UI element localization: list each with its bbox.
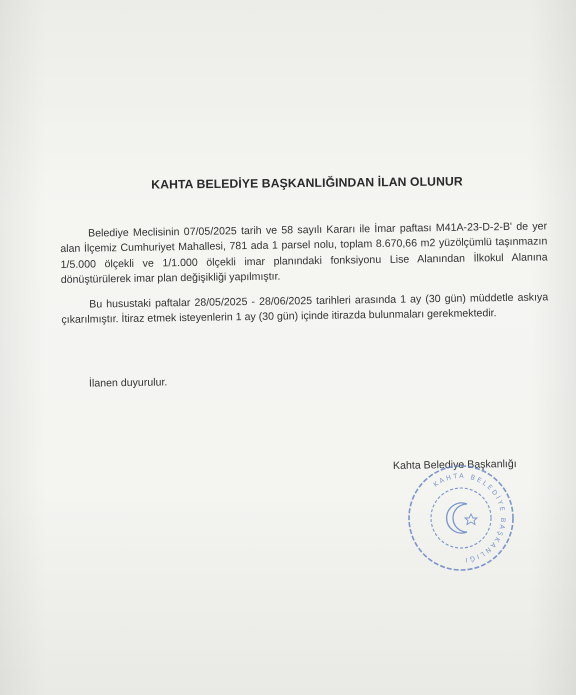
announcement-line: İlanen duyurulur. <box>88 376 168 390</box>
star-icon <box>465 514 477 525</box>
signature-line: Kahta Belediye Başkanlığı <box>392 458 517 472</box>
document-body <box>60 219 549 328</box>
paragraph-objection-period: Bu husustaki paftalar 28/05/2025 - 28/06/2025 tarihleri arasında 1 ay (30 gün) müddetle askıya çıkarılmıştır. İtiraz etmek isteyenlerin 1 ay (30 gün) içinde itirazda bulunmaları gerekmektedir. <box>61 291 549 327</box>
crescent-icon <box>447 503 467 533</box>
seal-ring-text: KAHTA BELEDİYE BAŞKANLIĞI <box>431 471 508 564</box>
paragraph-plan-change: Belediye Meclisinin 07/05/2025 tarih ve 58 sayılı Kararı ile İmar paftası M41A-23-D-2-B' de yer alan İlçemiz Cumhuriyet Mahallesi, 781 ada 1 parsel nolu, toplam 8.670,66 m2 yüzölçümlü taşınmazın 1/5.000 ölçekli ve 1/1.000 ölçekli imar planındaki fonksiyonu Lise Alanından İlkokul Alanına dönüştürülerek imar plan değişikliği yapılmıştır. <box>60 220 548 286</box>
document-title: KAHTA BELEDİYE BAŞKANLIĞINDAN İLAN OLUNUR <box>151 174 463 192</box>
municipal-seal-stamp <box>405 462 517 574</box>
